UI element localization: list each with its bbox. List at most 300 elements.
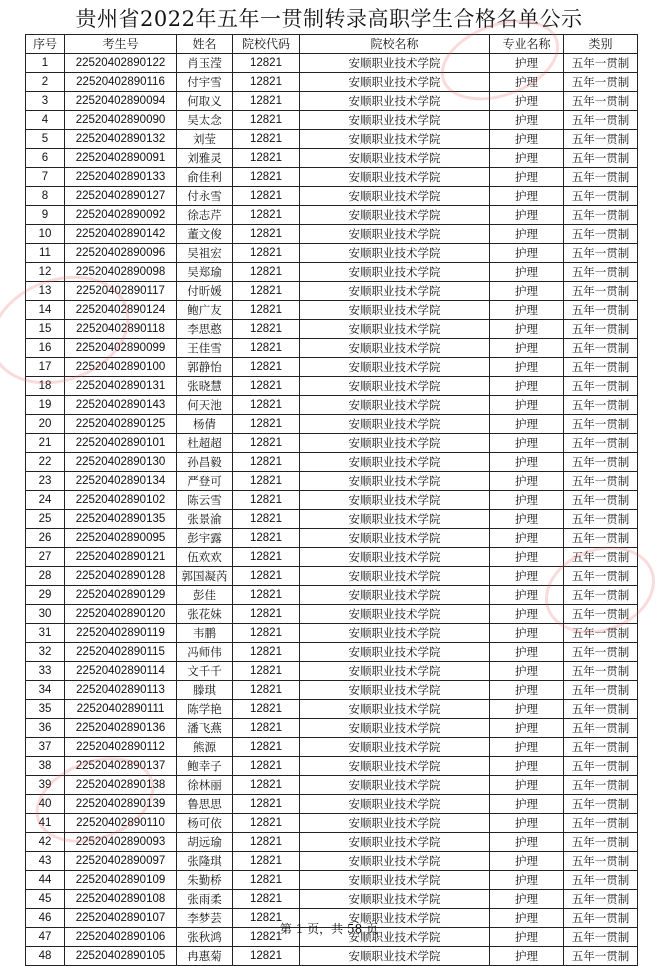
cell-major: 护理: [490, 263, 564, 282]
cell-exam-number: 22520402890120: [65, 605, 177, 624]
cell-school-code: 12821: [233, 92, 300, 111]
cell-name: 徐志芹: [177, 206, 233, 225]
cell-school-code: 12821: [233, 852, 300, 871]
table-row: [26, 643, 638, 662]
cell-school-code: 12821: [233, 187, 300, 206]
cell-name: 郭国凝芮: [177, 567, 233, 586]
cell-name: 付宇雪: [177, 73, 233, 92]
cell-school-name: 安顺职业技术学院: [300, 567, 490, 586]
cell-major: 护理: [490, 776, 564, 795]
cell-school-code: 12821: [233, 871, 300, 890]
cell-major: 护理: [490, 358, 564, 377]
cell-school-code: 12821: [233, 453, 300, 472]
cell-exam-number: 22520402890110: [65, 814, 177, 833]
table-row: [26, 719, 638, 738]
cell-school-code: 12821: [233, 510, 300, 529]
cell-index: 20: [26, 415, 65, 434]
cell-school-code: 12821: [233, 833, 300, 852]
table-row: [26, 301, 638, 320]
cell-school-code: 12821: [233, 567, 300, 586]
cell-name: 杜超超: [177, 434, 233, 453]
table-row: [26, 662, 638, 681]
cell-school-code: 12821: [233, 434, 300, 453]
header-school-code: 院校代码: [233, 35, 300, 54]
cell-name: 付永雪: [177, 187, 233, 206]
cell-index: 31: [26, 624, 65, 643]
table-row: [26, 225, 638, 244]
cell-name: 张晓慧: [177, 377, 233, 396]
cell-name: 严登可: [177, 472, 233, 491]
cell-school-code: 12821: [233, 529, 300, 548]
cell-exam-number: 22520402890094: [65, 92, 177, 111]
table-row: [26, 833, 638, 852]
cell-index: 4: [26, 111, 65, 130]
cell-category: 五年一贯制: [564, 738, 638, 757]
table-row: [26, 92, 638, 111]
table-row: [26, 472, 638, 491]
cell-school-name: 安顺职业技术学院: [300, 92, 490, 111]
cell-index: 45: [26, 890, 65, 909]
cell-school-code: 12821: [233, 225, 300, 244]
cell-category: 五年一贯制: [564, 415, 638, 434]
cell-index: 26: [26, 529, 65, 548]
cell-name: 鲍广友: [177, 301, 233, 320]
cell-index: 5: [26, 130, 65, 149]
cell-name: 杨倩: [177, 415, 233, 434]
cell-index: 46: [26, 909, 65, 928]
cell-name: 冯师伟: [177, 643, 233, 662]
cell-index: 34: [26, 681, 65, 700]
table-row: [26, 605, 638, 624]
cell-category: 五年一贯制: [564, 339, 638, 358]
cell-school-name: 安顺职业技术学院: [300, 396, 490, 415]
table-row: [26, 415, 638, 434]
cell-category: 五年一贯制: [564, 852, 638, 871]
cell-name: 熊源: [177, 738, 233, 757]
cell-major: 护理: [490, 605, 564, 624]
cell-category: 五年一贯制: [564, 472, 638, 491]
cell-category: 五年一贯制: [564, 529, 638, 548]
cell-major: 护理: [490, 852, 564, 871]
table-row: [26, 624, 638, 643]
cell-name: 朱勤桥: [177, 871, 233, 890]
cell-exam-number: 22520402890093: [65, 833, 177, 852]
cell-school-name: 安顺职业技术学院: [300, 301, 490, 320]
cell-exam-number: 22520402890107: [65, 909, 177, 928]
cell-category: 五年一贯制: [564, 149, 638, 168]
cell-school-name: 安顺职业技术学院: [300, 111, 490, 130]
table-row: [26, 111, 638, 130]
cell-exam-number: 22520402890111: [65, 700, 177, 719]
cell-school-name: 安顺职业技术学院: [300, 415, 490, 434]
cell-exam-number: 22520402890097: [65, 852, 177, 871]
admission-list-table: [25, 34, 638, 966]
cell-name: 吴祖宏: [177, 244, 233, 263]
cell-exam-number: 22520402890099: [65, 339, 177, 358]
cell-school-code: 12821: [233, 320, 300, 339]
cell-category: 五年一贯制: [564, 890, 638, 909]
cell-major: 护理: [490, 795, 564, 814]
table-row: [26, 890, 638, 909]
cell-exam-number: 22520402890117: [65, 282, 177, 301]
cell-exam-number: 22520402890105: [65, 947, 177, 966]
cell-exam-number: 22520402890116: [65, 73, 177, 92]
cell-index: 32: [26, 643, 65, 662]
cell-index: 8: [26, 187, 65, 206]
cell-name: 滕琪: [177, 681, 233, 700]
table-row: [26, 453, 638, 472]
cell-name: 王佳雪: [177, 339, 233, 358]
cell-name: 吴太念: [177, 111, 233, 130]
table-row: [26, 510, 638, 529]
cell-category: 五年一贯制: [564, 871, 638, 890]
cell-school-name: 安顺职业技术学院: [300, 681, 490, 700]
cell-exam-number: 22520402890139: [65, 795, 177, 814]
cell-major: 护理: [490, 453, 564, 472]
table-row: [26, 358, 638, 377]
cell-school-name: 安顺职业技术学院: [300, 434, 490, 453]
cell-name: 鲁思思: [177, 795, 233, 814]
cell-major: 护理: [490, 700, 564, 719]
cell-school-name: 安顺职业技术学院: [300, 795, 490, 814]
cell-index: 47: [26, 928, 65, 947]
cell-index: 16: [26, 339, 65, 358]
cell-school-name: 安顺职业技术学院: [300, 738, 490, 757]
table-row: [26, 320, 638, 339]
cell-exam-number: 22520402890106: [65, 928, 177, 947]
cell-exam-number: 22520402890137: [65, 757, 177, 776]
cell-school-code: 12821: [233, 548, 300, 567]
cell-school-name: 安顺职业技术学院: [300, 871, 490, 890]
cell-major: 护理: [490, 719, 564, 738]
cell-school-code: 12821: [233, 643, 300, 662]
cell-category: 五年一贯制: [564, 605, 638, 624]
cell-index: 38: [26, 757, 65, 776]
cell-name: 韦鹏: [177, 624, 233, 643]
cell-exam-number: 22520402890135: [65, 510, 177, 529]
cell-school-code: 12821: [233, 909, 300, 928]
cell-category: 五年一贯制: [564, 225, 638, 244]
cell-major: 护理: [490, 206, 564, 225]
cell-index: 18: [26, 377, 65, 396]
table-row: [26, 681, 638, 700]
cell-category: 五年一贯制: [564, 795, 638, 814]
cell-category: 五年一贯制: [564, 187, 638, 206]
cell-category: 五年一贯制: [564, 73, 638, 92]
table-row: [26, 491, 638, 510]
cell-category: 五年一贯制: [564, 567, 638, 586]
table-row: [26, 130, 638, 149]
cell-index: 12: [26, 263, 65, 282]
cell-exam-number: 22520402890136: [65, 719, 177, 738]
cell-name: 杨可依: [177, 814, 233, 833]
cell-exam-number: 22520402890108: [65, 890, 177, 909]
cell-index: 36: [26, 719, 65, 738]
cell-school-name: 安顺职业技术学院: [300, 510, 490, 529]
cell-exam-number: 22520402890132: [65, 130, 177, 149]
cell-major: 护理: [490, 928, 564, 947]
cell-category: 五年一贯制: [564, 434, 638, 453]
cell-exam-number: 22520402890115: [65, 643, 177, 662]
header-major: 专业名称: [490, 35, 564, 54]
cell-school-code: 12821: [233, 738, 300, 757]
cell-school-name: 安顺职业技术学院: [300, 624, 490, 643]
page-title: 贵州省2022年五年一贯制转录高职学生合格名单公示: [75, 7, 583, 31]
cell-name: 付昕媛: [177, 282, 233, 301]
cell-major: 护理: [490, 510, 564, 529]
cell-index: 35: [26, 700, 65, 719]
cell-school-code: 12821: [233, 700, 300, 719]
cell-index: 19: [26, 396, 65, 415]
cell-index: 24: [26, 491, 65, 510]
cell-exam-number: 22520402890129: [65, 586, 177, 605]
cell-category: 五年一贯制: [564, 263, 638, 282]
cell-index: 2: [26, 73, 65, 92]
cell-school-code: 12821: [233, 149, 300, 168]
cell-category: 五年一贯制: [564, 54, 638, 73]
table-row: [26, 871, 638, 890]
cell-school-code: 12821: [233, 662, 300, 681]
cell-index: 3: [26, 92, 65, 111]
cell-school-name: 安顺职业技术学院: [300, 662, 490, 681]
cell-major: 护理: [490, 130, 564, 149]
cell-major: 护理: [490, 168, 564, 187]
cell-school-name: 安顺职业技术学院: [300, 909, 490, 928]
header-category: 类别: [564, 35, 638, 54]
table-row: [26, 757, 638, 776]
cell-school-name: 安顺职业技术学院: [300, 54, 490, 73]
cell-school-code: 12821: [233, 244, 300, 263]
cell-index: 1: [26, 54, 65, 73]
cell-school-name: 安顺职业技术学院: [300, 833, 490, 852]
cell-school-name: 安顺职业技术学院: [300, 852, 490, 871]
cell-school-code: 12821: [233, 130, 300, 149]
cell-major: 护理: [490, 187, 564, 206]
cell-exam-number: 22520402890118: [65, 320, 177, 339]
cell-exam-number: 22520402890112: [65, 738, 177, 757]
table-row: [26, 947, 638, 966]
cell-index: 10: [26, 225, 65, 244]
cell-category: 五年一贯制: [564, 510, 638, 529]
cell-school-code: 12821: [233, 890, 300, 909]
cell-name: 李梦芸: [177, 909, 233, 928]
cell-index: 13: [26, 282, 65, 301]
cell-category: 五年一贯制: [564, 548, 638, 567]
cell-name: 吴郑瑜: [177, 263, 233, 282]
cell-category: 五年一贯制: [564, 377, 638, 396]
table-header-row: [26, 35, 638, 54]
cell-school-code: 12821: [233, 624, 300, 643]
cell-index: 15: [26, 320, 65, 339]
cell-school-name: 安顺职业技术学院: [300, 358, 490, 377]
cell-major: 护理: [490, 415, 564, 434]
table-row: [26, 529, 638, 548]
cell-major: 护理: [490, 586, 564, 605]
cell-name: 鲍幸子: [177, 757, 233, 776]
cell-school-name: 安顺职业技术学院: [300, 491, 490, 510]
cell-major: 护理: [490, 73, 564, 92]
cell-major: 护理: [490, 833, 564, 852]
cell-exam-number: 22520402890109: [65, 871, 177, 890]
cell-name: 张雨柔: [177, 890, 233, 909]
table-row: [26, 263, 638, 282]
cell-school-code: 12821: [233, 586, 300, 605]
table-row: [26, 149, 638, 168]
cell-school-code: 12821: [233, 795, 300, 814]
table-row: [26, 168, 638, 187]
cell-exam-number: 22520402890121: [65, 548, 177, 567]
cell-school-name: 安顺职业技术学院: [300, 890, 490, 909]
cell-exam-number: 22520402890101: [65, 434, 177, 453]
cell-school-name: 安顺职业技术学院: [300, 244, 490, 263]
cell-school-code: 12821: [233, 814, 300, 833]
cell-school-name: 安顺职业技术学院: [300, 187, 490, 206]
cell-category: 五年一贯制: [564, 111, 638, 130]
cell-school-name: 安顺职业技术学院: [300, 776, 490, 795]
cell-category: 五年一贯制: [564, 168, 638, 187]
cell-major: 护理: [490, 681, 564, 700]
cell-major: 护理: [490, 491, 564, 510]
cell-index: 7: [26, 168, 65, 187]
cell-index: 17: [26, 358, 65, 377]
cell-name: 潘飞燕: [177, 719, 233, 738]
cell-index: 41: [26, 814, 65, 833]
cell-school-name: 安顺职业技术学院: [300, 206, 490, 225]
cell-category: 五年一贯制: [564, 358, 638, 377]
cell-exam-number: 22520402890092: [65, 206, 177, 225]
cell-school-name: 安顺职业技术学院: [300, 719, 490, 738]
cell-index: 44: [26, 871, 65, 890]
cell-major: 护理: [490, 643, 564, 662]
cell-index: 42: [26, 833, 65, 852]
cell-exam-number: 22520402890134: [65, 472, 177, 491]
cell-name: 胡远瑜: [177, 833, 233, 852]
header-school-name: 院校名称: [300, 35, 490, 54]
cell-index: 14: [26, 301, 65, 320]
cell-name: 何天池: [177, 396, 233, 415]
table-row: [26, 548, 638, 567]
cell-category: 五年一贯制: [564, 814, 638, 833]
cell-school-code: 12821: [233, 415, 300, 434]
cell-exam-number: 22520402890095: [65, 529, 177, 548]
cell-exam-number: 22520402890114: [65, 662, 177, 681]
table-row: [26, 282, 638, 301]
cell-index: 48: [26, 947, 65, 966]
cell-exam-number: 22520402890143: [65, 396, 177, 415]
cell-category: 五年一贯制: [564, 719, 638, 738]
cell-major: 护理: [490, 662, 564, 681]
cell-category: 五年一贯制: [564, 244, 638, 263]
cell-exam-number: 22520402890125: [65, 415, 177, 434]
cell-name: 张景渝: [177, 510, 233, 529]
cell-name: 俞佳利: [177, 168, 233, 187]
cell-major: 护理: [490, 624, 564, 643]
table-row: [26, 187, 638, 206]
cell-index: 22: [26, 453, 65, 472]
cell-category: 五年一贯制: [564, 643, 638, 662]
cell-category: 五年一贯制: [564, 757, 638, 776]
cell-index: 21: [26, 434, 65, 453]
cell-category: 五年一贯制: [564, 453, 638, 472]
header-name: 姓名: [177, 35, 233, 54]
cell-index: 43: [26, 852, 65, 871]
cell-school-code: 12821: [233, 681, 300, 700]
cell-index: 6: [26, 149, 65, 168]
cell-major: 护理: [490, 529, 564, 548]
cell-exam-number: 22520402890128: [65, 567, 177, 586]
cell-school-code: 12821: [233, 339, 300, 358]
cell-exam-number: 22520402890124: [65, 301, 177, 320]
cell-name: 徐林丽: [177, 776, 233, 795]
cell-major: 护理: [490, 149, 564, 168]
cell-school-name: 安顺职业技术学院: [300, 225, 490, 244]
cell-school-code: 12821: [233, 472, 300, 491]
cell-major: 护理: [490, 320, 564, 339]
cell-index: 23: [26, 472, 65, 491]
cell-category: 五年一贯制: [564, 301, 638, 320]
cell-category: 五年一贯制: [564, 947, 638, 966]
cell-index: 11: [26, 244, 65, 263]
table-row: [26, 814, 638, 833]
cell-major: 护理: [490, 909, 564, 928]
table-row: [26, 244, 638, 263]
page-footer: 第 1 页，共 58 页: [279, 922, 379, 936]
table-row: [26, 700, 638, 719]
cell-school-name: 安顺职业技术学院: [300, 73, 490, 92]
cell-school-code: 12821: [233, 168, 300, 187]
cell-exam-number: 22520402890138: [65, 776, 177, 795]
cell-exam-number: 22520402890130: [65, 453, 177, 472]
cell-name: 伍欢欢: [177, 548, 233, 567]
cell-school-code: 12821: [233, 282, 300, 301]
cell-school-code: 12821: [233, 947, 300, 966]
cell-index: 29: [26, 586, 65, 605]
cell-school-name: 安顺职业技术学院: [300, 472, 490, 491]
cell-major: 护理: [490, 377, 564, 396]
cell-category: 五年一贯制: [564, 700, 638, 719]
cell-exam-number: 22520402890096: [65, 244, 177, 263]
table-row: [26, 73, 638, 92]
cell-school-code: 12821: [233, 605, 300, 624]
cell-exam-number: 22520402890091: [65, 149, 177, 168]
cell-major: 护理: [490, 434, 564, 453]
table-row: [26, 567, 638, 586]
cell-school-code: 12821: [233, 776, 300, 795]
cell-name: 张花妹: [177, 605, 233, 624]
cell-school-code: 12821: [233, 757, 300, 776]
cell-category: 五年一贯制: [564, 92, 638, 111]
cell-exam-number: 22520402890127: [65, 187, 177, 206]
cell-category: 五年一贯制: [564, 586, 638, 605]
cell-name: 孙昌毅: [177, 453, 233, 472]
cell-name: 文千千: [177, 662, 233, 681]
cell-name: 郭静怡: [177, 358, 233, 377]
cell-category: 五年一贯制: [564, 396, 638, 415]
cell-school-code: 12821: [233, 396, 300, 415]
cell-school-name: 安顺职业技术学院: [300, 320, 490, 339]
cell-major: 护理: [490, 339, 564, 358]
cell-school-name: 安顺职业技术学院: [300, 529, 490, 548]
cell-name: 彭宇露: [177, 529, 233, 548]
cell-index: 30: [26, 605, 65, 624]
cell-major: 护理: [490, 244, 564, 263]
cell-name: 李思憨: [177, 320, 233, 339]
cell-name: 刘莹: [177, 130, 233, 149]
cell-category: 五年一贯制: [564, 681, 638, 700]
cell-school-code: 12821: [233, 358, 300, 377]
cell-school-name: 安顺职业技术学院: [300, 947, 490, 966]
cell-major: 护理: [490, 814, 564, 833]
